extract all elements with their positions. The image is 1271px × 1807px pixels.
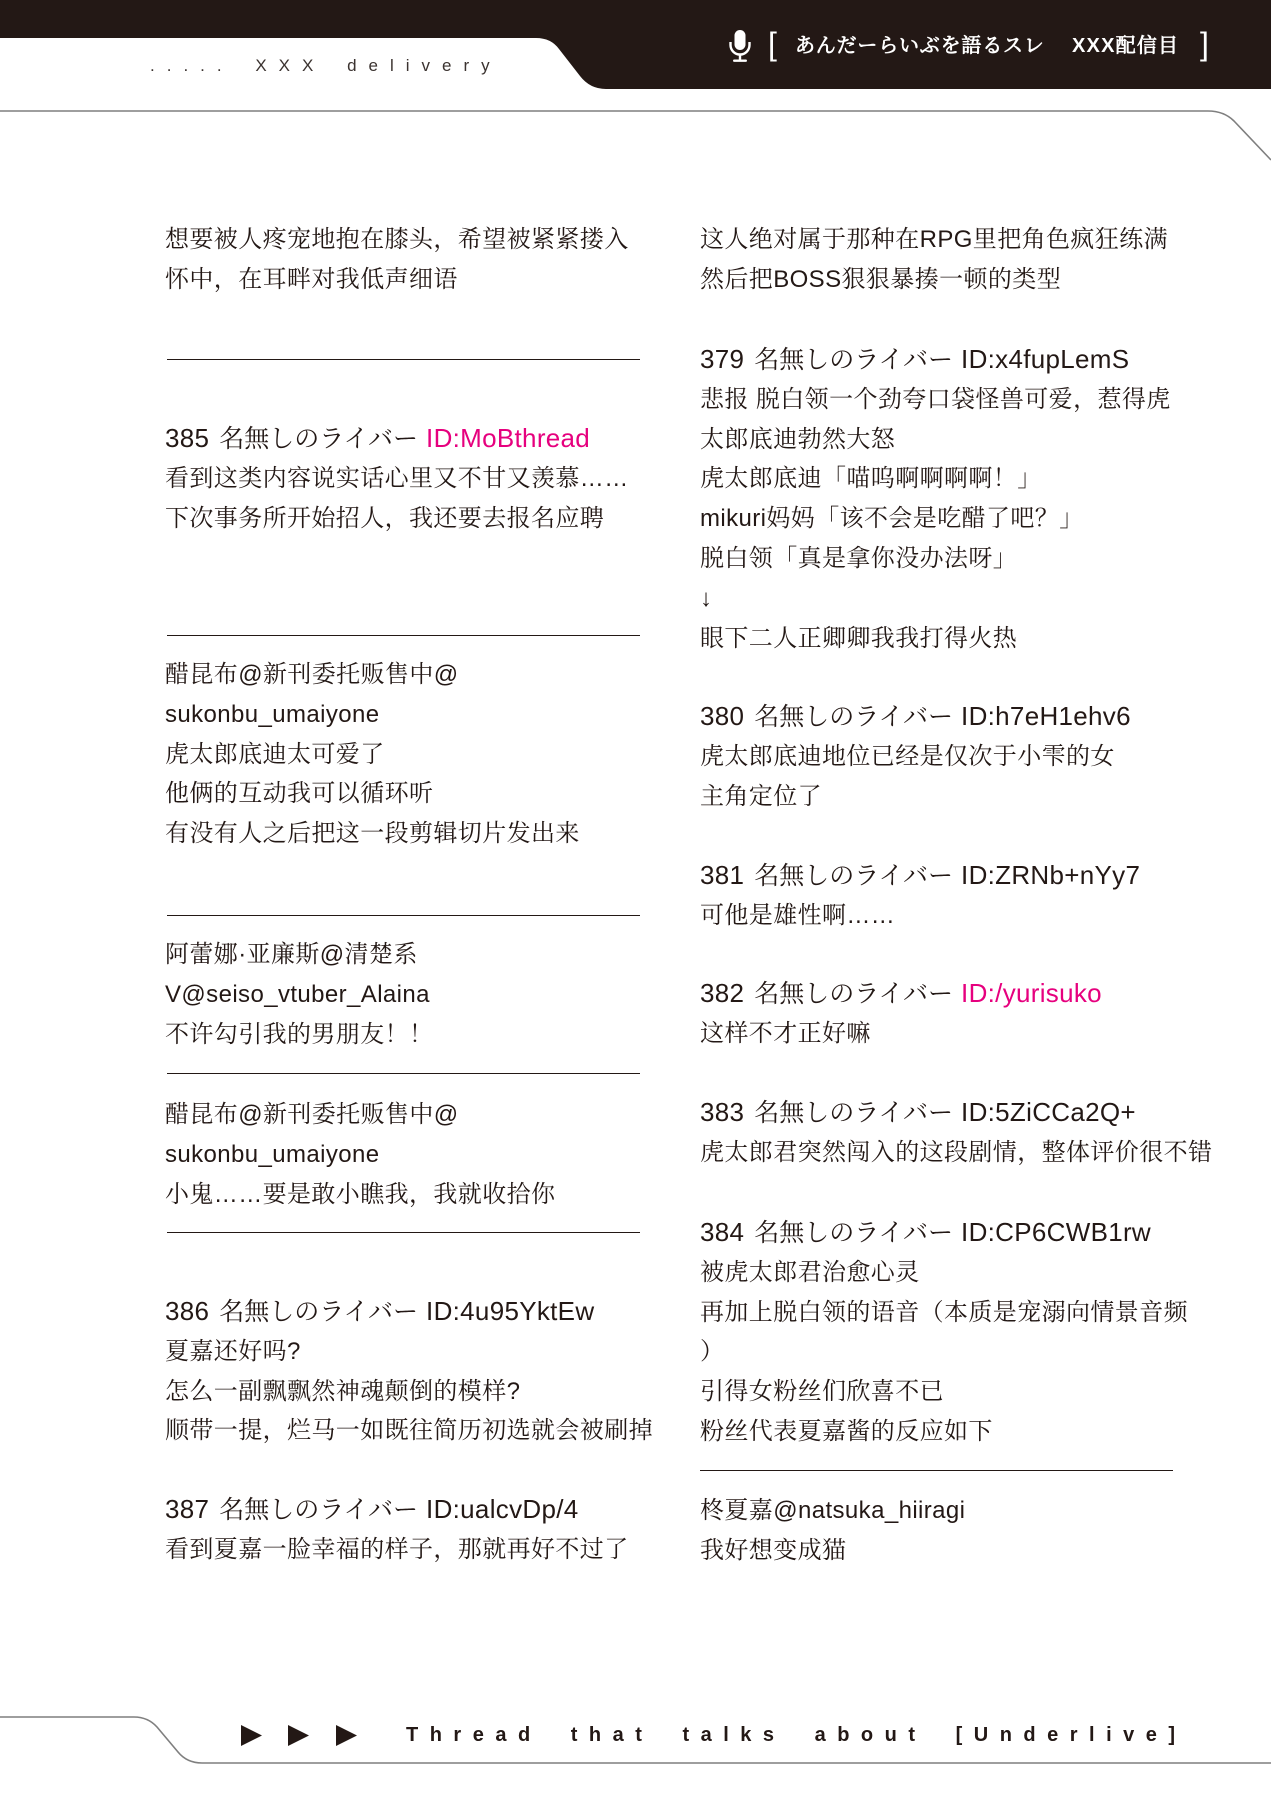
post-line: 想要被人疼宠地抱在膝头，希望被紧紧搂入 — [165, 226, 629, 253]
post-divider — [167, 915, 640, 916]
poster-id: ID:ualcvDp/4 — [426, 1494, 579, 1524]
tweet-author: 醋昆布@新刊委托贩售中@ — [165, 1101, 459, 1128]
post-382 — [700, 974, 1102, 1054]
post-divider — [700, 1470, 1173, 1471]
poster-name: 名無しのライバー — [754, 980, 954, 1008]
down-arrow: ↓ — [700, 584, 713, 612]
tweet-line: 有没有人之后把这一段剪辑切片发出来 — [165, 820, 580, 848]
header-tagline: ..... XXX delivery — [150, 56, 502, 75]
quoted-tweet — [165, 1095, 555, 1214]
post-line: 怎么一副飘飘然神魂颠倒的模样? — [165, 1377, 521, 1405]
poster-id: ID:MoBthread — [426, 423, 591, 453]
triangle-right-icon — [336, 1725, 357, 1746]
post-line: 太郎底迪勃然大怒 — [700, 425, 896, 453]
post-divider — [167, 1232, 640, 1233]
post-line: 夏嘉还好吗? — [165, 1337, 301, 1365]
post-line: 这样不才正好嘛 — [700, 1019, 871, 1047]
post-line: 可他是雄性啊…… — [700, 901, 896, 929]
post-number: 386 — [165, 1296, 210, 1326]
post-divider — [167, 635, 640, 636]
post-header — [700, 1213, 1188, 1253]
quoted-tweet — [700, 1491, 965, 1571]
tweet-author: 阿蕾娜·亚廉斯@清楚系 — [165, 941, 418, 968]
poster-name: 名無しのライバー — [754, 703, 954, 731]
tweet-line: 虎太郎底迪太可爱了 — [165, 740, 385, 768]
poster-name: 名無しのライバー — [754, 1219, 954, 1247]
post-line: 虎太郎君突然闯入的这段剧情，整体评价很不错 — [700, 1138, 1213, 1166]
post-line: 引得女粉丝们欣喜不已 — [700, 1378, 944, 1406]
post-header — [700, 340, 1171, 380]
poster-id: ID:CP6CWB1rw — [961, 1217, 1152, 1247]
post-header — [700, 697, 1131, 737]
post-line: 眼下二人正卿卿我我打得火热 — [700, 624, 1018, 652]
post-line: 悲报 脱白领一个劲夸口袋怪兽可爱，惹得虎 — [700, 385, 1171, 413]
tweet-author: 醋昆布@新刊委托贩售中@ — [165, 661, 459, 688]
title-bracket-open: [ — [768, 26, 777, 62]
footer-tagline: Thread that talks about [Underlive] — [406, 1724, 1187, 1746]
post-line: ） — [700, 1338, 725, 1366]
post-line: 虎太郎底迪「喵呜啊啊啊啊！」 — [700, 465, 1042, 493]
post-number: 380 — [700, 701, 745, 731]
thread-episode: XXX配信目 — [1072, 35, 1180, 57]
post-line: 虎太郎底迪地位已经是仅次于小雫的女 — [700, 742, 1115, 770]
tweet-line: 我好想变成猫 — [700, 1536, 847, 1564]
post-line: 被虎太郎君治愈心灵 — [700, 1258, 920, 1286]
post-header — [700, 974, 1102, 1014]
post-line: 看到这类内容说实话心里又不甘又羡慕…… — [165, 464, 629, 492]
title-bracket-close: ] — [1200, 26, 1209, 62]
post-381 — [700, 856, 1140, 936]
quoted-tweet — [165, 655, 580, 854]
post-number: 382 — [700, 978, 745, 1008]
post-continuation — [700, 220, 1168, 300]
post-line: 怀中，在耳畔对我低声细语 — [165, 265, 458, 293]
post-line: 主角定位了 — [700, 782, 822, 810]
header-rule — [0, 111, 1271, 160]
poster-name: 名無しのライバー — [219, 1298, 419, 1326]
poster-id: ID:4u95YktEw — [426, 1296, 595, 1326]
post-divider — [167, 359, 640, 360]
quoted-tweet — [165, 935, 433, 1054]
post-380 — [700, 697, 1131, 816]
post-379 — [700, 340, 1171, 658]
poster-name: 名無しのライバー — [754, 862, 954, 890]
microphone-icon — [728, 29, 752, 63]
post-number: 379 — [700, 344, 745, 374]
post-number: 381 — [700, 860, 745, 890]
tweet-line: 他俩的互动我可以循环听 — [165, 780, 434, 808]
post-line: 下次事务所开始招人，我还要去报名应聘 — [165, 504, 605, 532]
triangle-right-icon — [288, 1725, 309, 1746]
post-continuation — [165, 220, 629, 300]
poster-id: ID:ZRNb+nYy7 — [961, 860, 1141, 890]
post-divider — [167, 1073, 640, 1074]
poster-id: ID:h7eH1ehv6 — [961, 701, 1131, 731]
poster-name: 名無しのライバー — [219, 425, 419, 453]
tweet-handle: sukonbu_umaiyone — [165, 700, 380, 728]
tweet-line: 小鬼……要是敢小瞧我，我就收拾你 — [165, 1180, 556, 1208]
tweet-handle: V@seiso_vtuber_Alaina — [165, 980, 430, 1008]
post-384 — [700, 1213, 1188, 1452]
post-number: 385 — [165, 423, 210, 453]
post-386 — [165, 1292, 653, 1451]
triangle-right-icon — [241, 1725, 262, 1746]
post-line: 这人绝对属于那种在RPG里把角色疯狂练满 — [700, 226, 1169, 253]
tweet-author: 柊夏嘉@natsuka_hiiragi — [700, 1497, 966, 1524]
post-line: 粉丝代表夏嘉酱的反应如下 — [700, 1417, 993, 1445]
thread-title: あんだーらいぶを語るスレ — [795, 35, 1045, 57]
post-header — [165, 1292, 653, 1332]
post-line: mikuri妈妈「该不会是吃醋了吧？」 — [700, 505, 1084, 533]
post-line: 脱白领「真是拿你没办法呀」 — [700, 544, 1018, 572]
post-383 — [700, 1093, 1212, 1173]
post-line: 再加上脱白领的语音（本质是宠溺向情景音频 — [700, 1298, 1188, 1326]
post-header — [700, 1093, 1212, 1133]
poster-id: ID:x4fupLemS — [961, 344, 1130, 374]
post-line: 然后把BOSS狠狠暴揍一顿的类型 — [700, 265, 1062, 293]
post-number: 383 — [700, 1097, 745, 1127]
tweet-handle: sukonbu_umaiyone — [165, 1140, 380, 1168]
post-line: 顺带一提，烂马一如既往简历初选就会被刷掉 — [165, 1417, 653, 1445]
post-385 — [165, 419, 629, 538]
post-header — [165, 1490, 629, 1530]
post-line: 看到夏嘉一脸幸福的样子，那就再好不过了 — [165, 1535, 629, 1563]
tweet-line: 不许勾引我的男朋友！！ — [165, 1020, 434, 1048]
post-number: 384 — [700, 1217, 745, 1247]
poster-name: 名無しのライバー — [219, 1496, 419, 1524]
poster-id: ID:5ZiCCa2Q+ — [961, 1097, 1136, 1127]
post-header — [700, 856, 1140, 896]
poster-name: 名無しのライバー — [754, 1099, 954, 1127]
post-387 — [165, 1490, 629, 1570]
post-header — [165, 419, 629, 459]
poster-id: ID:/yurisuko — [961, 978, 1102, 1008]
post-number: 387 — [165, 1494, 210, 1524]
poster-name: 名無しのライバー — [754, 346, 954, 374]
